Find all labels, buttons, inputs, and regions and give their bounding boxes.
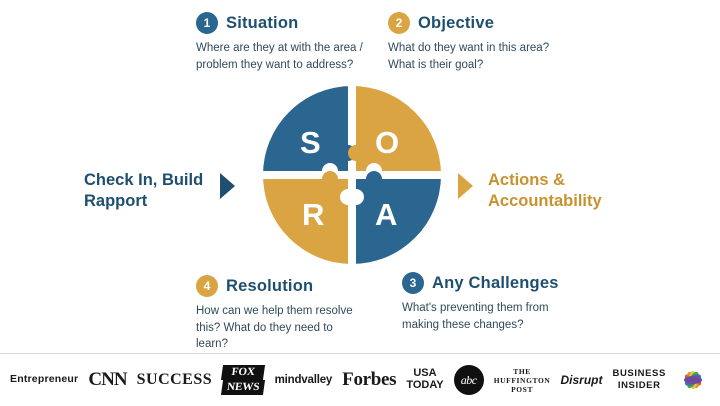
wheel-letter-o: O	[375, 125, 400, 160]
quadrant-objective-body: What do they want in this area? What is their goal?	[388, 42, 550, 71]
logo-forbes: Forbes	[342, 369, 397, 391]
wheel-letter-a: A	[375, 197, 398, 232]
logo-business-insider-line2: INSIDER	[617, 380, 661, 391]
quadrant-resolution-title: Resolution	[226, 276, 314, 295]
quadrant-situation-title: Situation	[226, 13, 299, 32]
sora-puzzle-wheel	[262, 85, 442, 265]
logo-huffington-post-line1: THE	[513, 366, 531, 376]
quadrant-resolution-number: 4	[196, 275, 218, 297]
logo-huffington-post-line2: HUFFINGTON	[493, 375, 551, 385]
arrow-right-icon-gold	[458, 173, 473, 199]
logo-abc: abc	[454, 365, 484, 395]
quadrant-challenges	[402, 272, 570, 333]
logo-disrupt: Disrupt	[560, 372, 603, 387]
quadrant-challenges-header	[402, 272, 570, 294]
logo-success: SUCCESS	[136, 370, 213, 388]
logo-entrepreneur: Entrepreneur	[10, 373, 79, 386]
quadrant-situation-body: Where are they at with the area / problem they want to address?	[196, 42, 363, 71]
label-check-in-build-rapport: Check In, Build Rapport	[84, 171, 204, 210]
logo-business-insider	[613, 368, 666, 392]
cnbc-peacock-icon	[677, 366, 709, 394]
logo-business-insider-line1: BUSINESS	[612, 368, 666, 380]
quadrant-objective-title: Objective	[418, 13, 495, 32]
logo-fox-news-line1: FOX	[221, 365, 266, 380]
logo-usa-today-line1: USA	[413, 367, 437, 380]
quadrant-resolution	[196, 275, 364, 353]
quadrant-objective	[388, 12, 556, 73]
logo-huffington-post-line3: POST	[511, 384, 534, 394]
press-logo-bar	[0, 353, 720, 406]
logo-cnbc	[676, 365, 710, 395]
quadrant-objective-number: 2	[388, 12, 410, 34]
wheel-letter-s: S	[300, 125, 321, 160]
arrow-right-icon-blue	[220, 173, 235, 199]
quadrant-situation-number: 1	[196, 12, 218, 34]
logo-usa-today-line2: TODAY	[406, 379, 444, 391]
logo-fox-news	[222, 365, 264, 395]
quadrant-challenges-body: What's preventing them from making these changes?	[402, 302, 549, 331]
quadrant-resolution-header	[196, 275, 364, 297]
quadrant-situation-header	[196, 12, 364, 34]
logo-huffington-post	[494, 367, 551, 394]
logo-cnn: CNN	[88, 369, 127, 391]
wheel-quadrant-a	[356, 171, 442, 265]
logo-fox-news-line2: NEWS	[221, 380, 266, 395]
wheel-letter-r: R	[302, 197, 325, 232]
quadrant-resolution-body: How can we help them resolve this? What do they need to learn?	[196, 305, 353, 351]
quadrant-situation	[196, 12, 364, 73]
label-actions-accountability: Actions & Accountability	[488, 171, 602, 210]
puzzle-wheel-graphic	[262, 85, 442, 265]
quadrant-challenges-number: 3	[402, 272, 424, 294]
quadrant-challenges-title: Any Challenges	[432, 273, 559, 292]
quadrant-objective-header	[388, 12, 556, 34]
logo-mindvalley: mindvalley	[274, 373, 333, 386]
logo-usa-today	[406, 368, 443, 391]
